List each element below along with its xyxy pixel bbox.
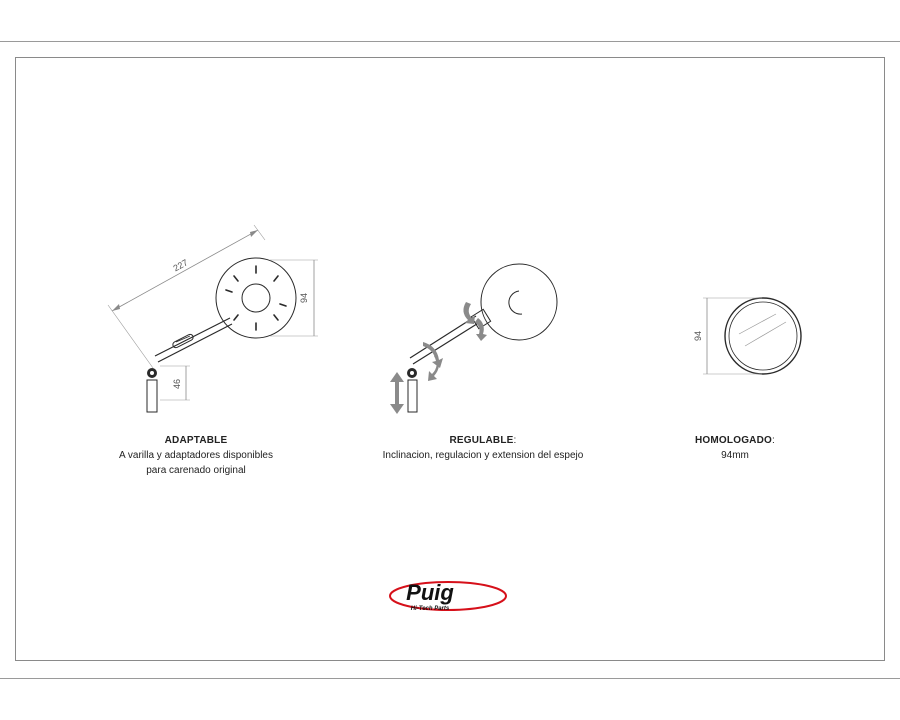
feature-line: A varilla y adaptadores disponibles [119, 450, 273, 461]
feature-title-suffix: : [513, 435, 517, 446]
feature-title-suffix: : [772, 435, 775, 446]
feature-line: para carenado original [146, 465, 246, 476]
feature-line: 94mm [721, 450, 749, 461]
homologated-mirror-drawing [703, 298, 801, 374]
logo-brand: Puig [406, 580, 454, 605]
feature-title: REGULABLE [449, 435, 514, 446]
mirror-diameter-label: 94 [299, 292, 309, 304]
homologated-diameter-label: 94 [693, 330, 703, 342]
feature-homologado [660, 433, 810, 463]
adjust-arrows-icon [390, 302, 487, 414]
feature-adaptable [96, 433, 296, 478]
feature-title: HOMOLOGADO [695, 435, 772, 446]
puig-logo [390, 580, 506, 612]
length-dimension-label: 227 [171, 257, 190, 274]
feature-title: ADAPTABLE [164, 435, 228, 446]
adaptable-mirror-drawing [108, 225, 318, 412]
mount-height-label: 46 [172, 378, 182, 390]
logo-tagline: Hi-Tech Parts [410, 606, 450, 612]
feature-regulable [363, 433, 603, 463]
bottom-rule [0, 678, 900, 679]
feature-line: Inclinacion, regulacion y extension del espejo [382, 450, 584, 461]
